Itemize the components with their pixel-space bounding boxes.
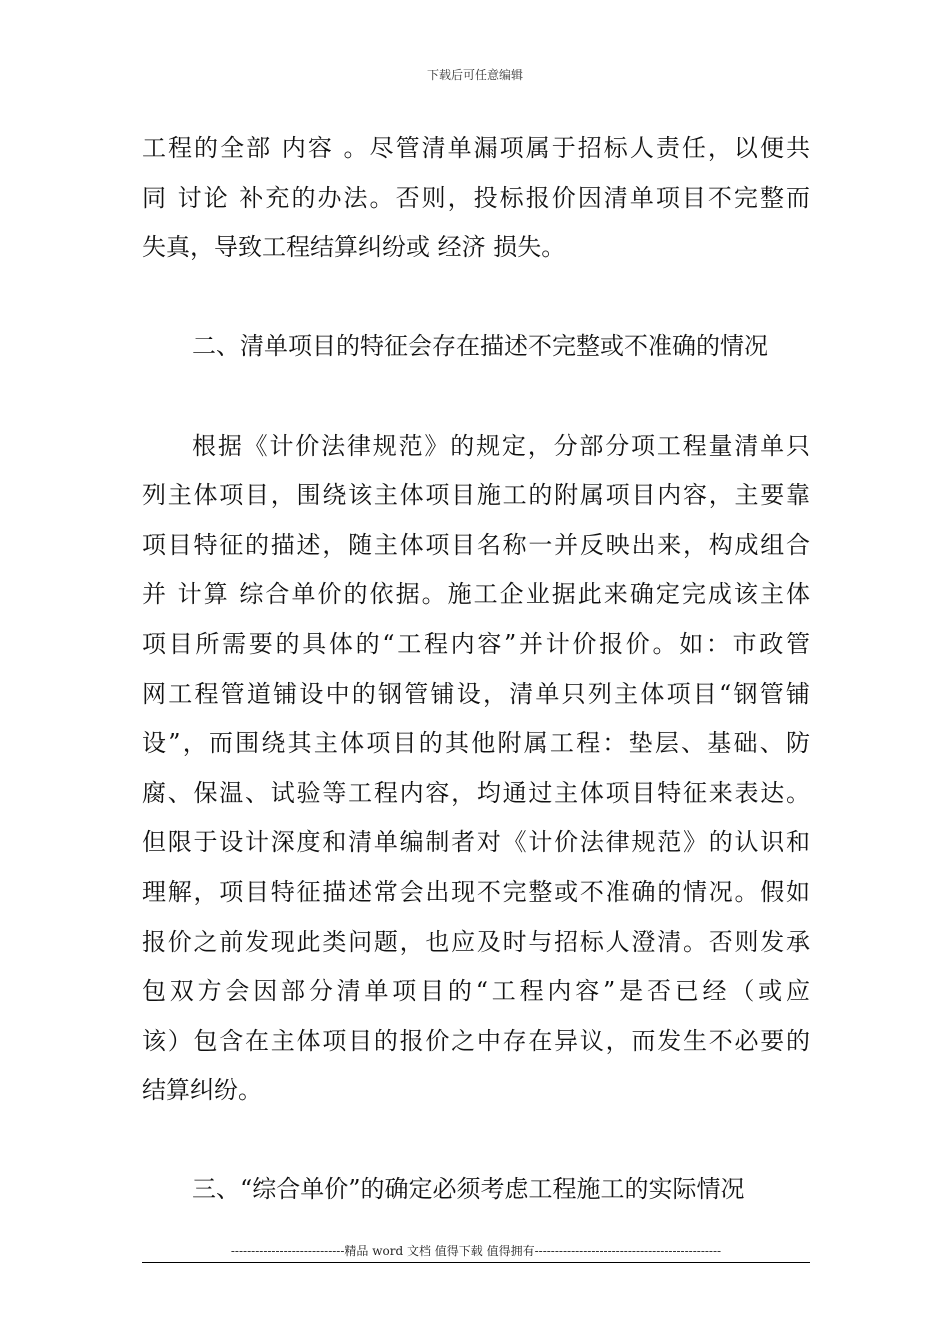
paragraph-line: 理解，项目特征描述常会出现不完整或不准确的情况。假如 xyxy=(142,877,810,906)
paragraph-line: 根据《计价法律规范》的规定，分部分项工程量清单只 xyxy=(192,431,810,460)
paragraph-line: 项目所需要的具体的“工程内容”并计价报价。如：市政管 xyxy=(142,629,810,658)
paragraph-line: 列主体项目，围绕该主体项目施工的附属项目内容，主要靠 xyxy=(142,481,810,510)
document-body xyxy=(142,124,810,1215)
paragraph-line: 同 讨论 补充的办法。否则，投标报价因清单项目不完整而 xyxy=(142,183,810,212)
paragraph-line: 设”，而围绕其主体项目的其他附属工程：垫层、基础、防 xyxy=(142,729,810,758)
section-heading: 三、“综合单价”的确定必须考虑工程施工的实际情况 xyxy=(192,1175,745,1204)
paragraph-spacer xyxy=(142,273,810,323)
paragraph-line: 项目特征的描述，随主体项目名称一并反映出来，构成组合 xyxy=(142,530,810,559)
paragraph-line: 该）包含在主体项目的报价之中存在异议，而发生不必要的 xyxy=(142,1026,810,1055)
paragraph-spacer xyxy=(142,372,810,422)
paragraph-line: 失真，导致工程结算纠纷或 经济 损失。 xyxy=(142,233,566,262)
paragraph-line: 工程的全部 内容 。尽管清单漏项属于招标人责任，以便共 xyxy=(142,134,810,162)
paragraph-line: 并 计算 综合单价的依据。施工企业据此来确定完成该主体 xyxy=(142,580,810,609)
page-header-note: 下载后可任意编辑 xyxy=(426,68,523,82)
paragraph-line: 网工程管道铺设中的钢管铺设，清单只列主体项目“钢管铺 xyxy=(142,679,810,708)
paragraph-line: 报价之前发现此类问题，也应及时与招标人澄清。否则发承 xyxy=(142,927,810,956)
footer-divider xyxy=(142,1262,810,1263)
paragraph-spacer xyxy=(142,1116,810,1166)
page-footer-note: ----------------------------精品 word 文档 值得下载 值得拥有---------------------------------------------- xyxy=(230,1244,722,1258)
paragraph-line: 腐、保温、试验等工程内容，均通过主体项目特征来表达。 xyxy=(142,778,810,807)
paragraph-line: 但限于设计深度和清单编制者对《计价法律规范》的认识和 xyxy=(142,828,810,857)
paragraph-line: 结算纠纷。 xyxy=(142,1076,262,1105)
section-heading: 二、清单项目的特征会存在描述不完整或不准确的情况 xyxy=(192,332,768,361)
paragraph-line: 包双方会因部分清单项目的“工程内容”是否已经（或应 xyxy=(142,977,810,1006)
